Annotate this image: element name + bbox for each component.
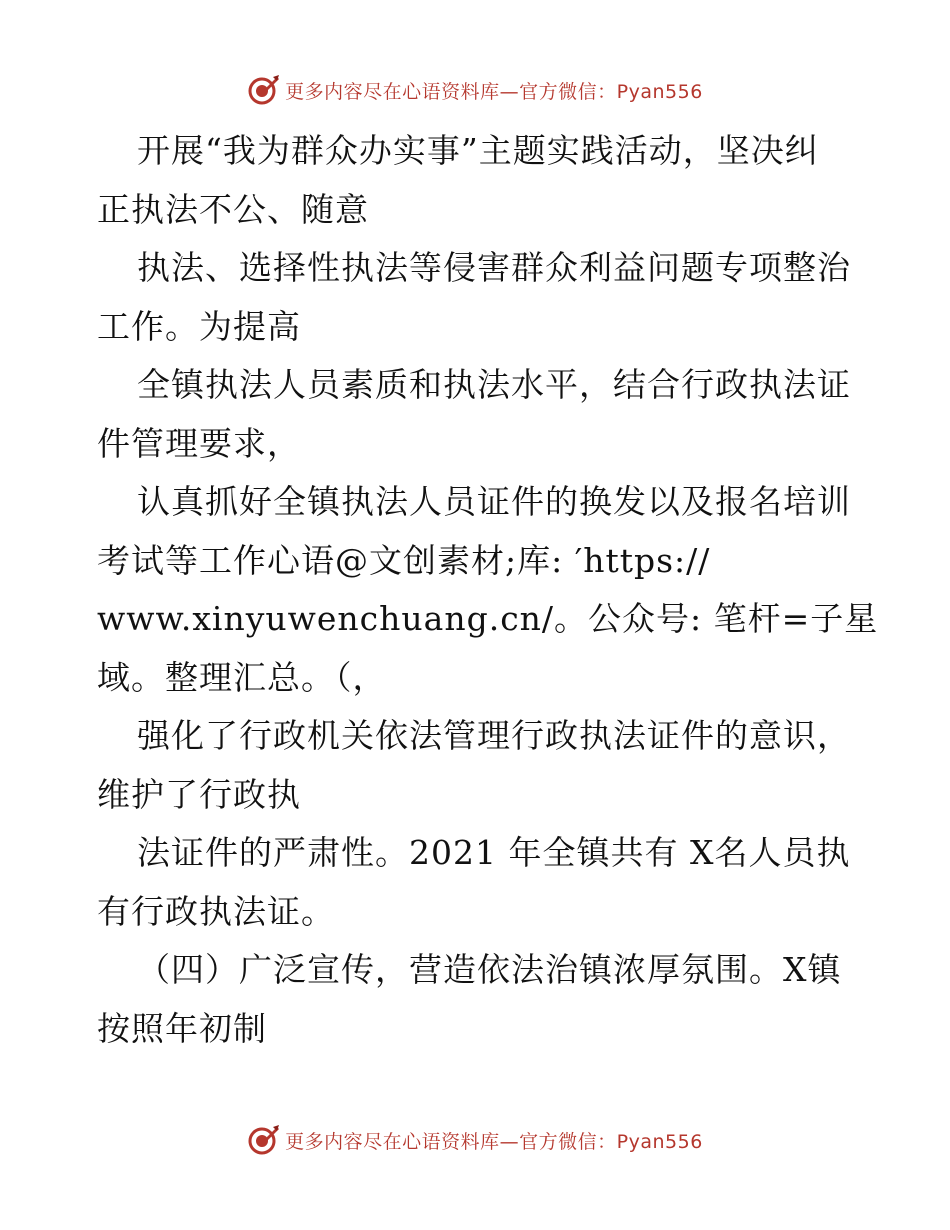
paragraph-line: 域。整理汇总。（， (97, 657, 387, 697)
paragraph-line: 开展“我为群众办实事”主题实践活动，坚决纠 (137, 131, 819, 170)
paragraph-line: 法证件的严肃性。2021 年全镇共有 X名人员执 (137, 833, 851, 872)
paragraph-line: 考试等工作心语@文创素材;库: ′https:// (97, 540, 711, 580)
footer-watermark-text: 更多内容尽在心语资料库—官方微信：Pyan556 (285, 1130, 703, 1153)
document-body (97, 122, 879, 1058)
quill-logo-icon (247, 73, 281, 107)
paragraph-line: 正执法不公、随意 (97, 189, 369, 229)
footer-watermark (0, 1120, 950, 1160)
paragraph-line: 有行政执法证。 (97, 891, 335, 931)
header-watermark (0, 70, 950, 110)
paragraph-line: 按照年初制 (97, 1008, 267, 1048)
paragraph-line: 执法、选择性执法等侵害群众利益问题专项整治 (137, 248, 851, 287)
paragraph-line: 维护了行政执 (97, 774, 301, 814)
paragraph-line: 工作。为提高 (97, 306, 301, 346)
paragraph-line: 件管理要求， (97, 423, 301, 463)
paragraph-line: 全镇执法人员素质和执法水平，结合行政执法证 (137, 365, 851, 404)
quill-logo-icon (247, 1123, 281, 1157)
paragraph-line: （四）广泛宣传，营造依法治镇浓厚氛围。X镇 (137, 950, 842, 989)
header-watermark-text: 更多内容尽在心语资料库—官方微信：Pyan556 (285, 80, 703, 103)
paragraph-line: 认真抓好全镇执法人员证件的换发以及报名培训 (137, 482, 851, 521)
paragraph-line: 强化了行政机关依法管理行政执法证件的意识， (137, 716, 851, 755)
paragraph-line: www.xinyuwenchuang.cn/。公众号: 笔杆=子星 (97, 599, 879, 638)
